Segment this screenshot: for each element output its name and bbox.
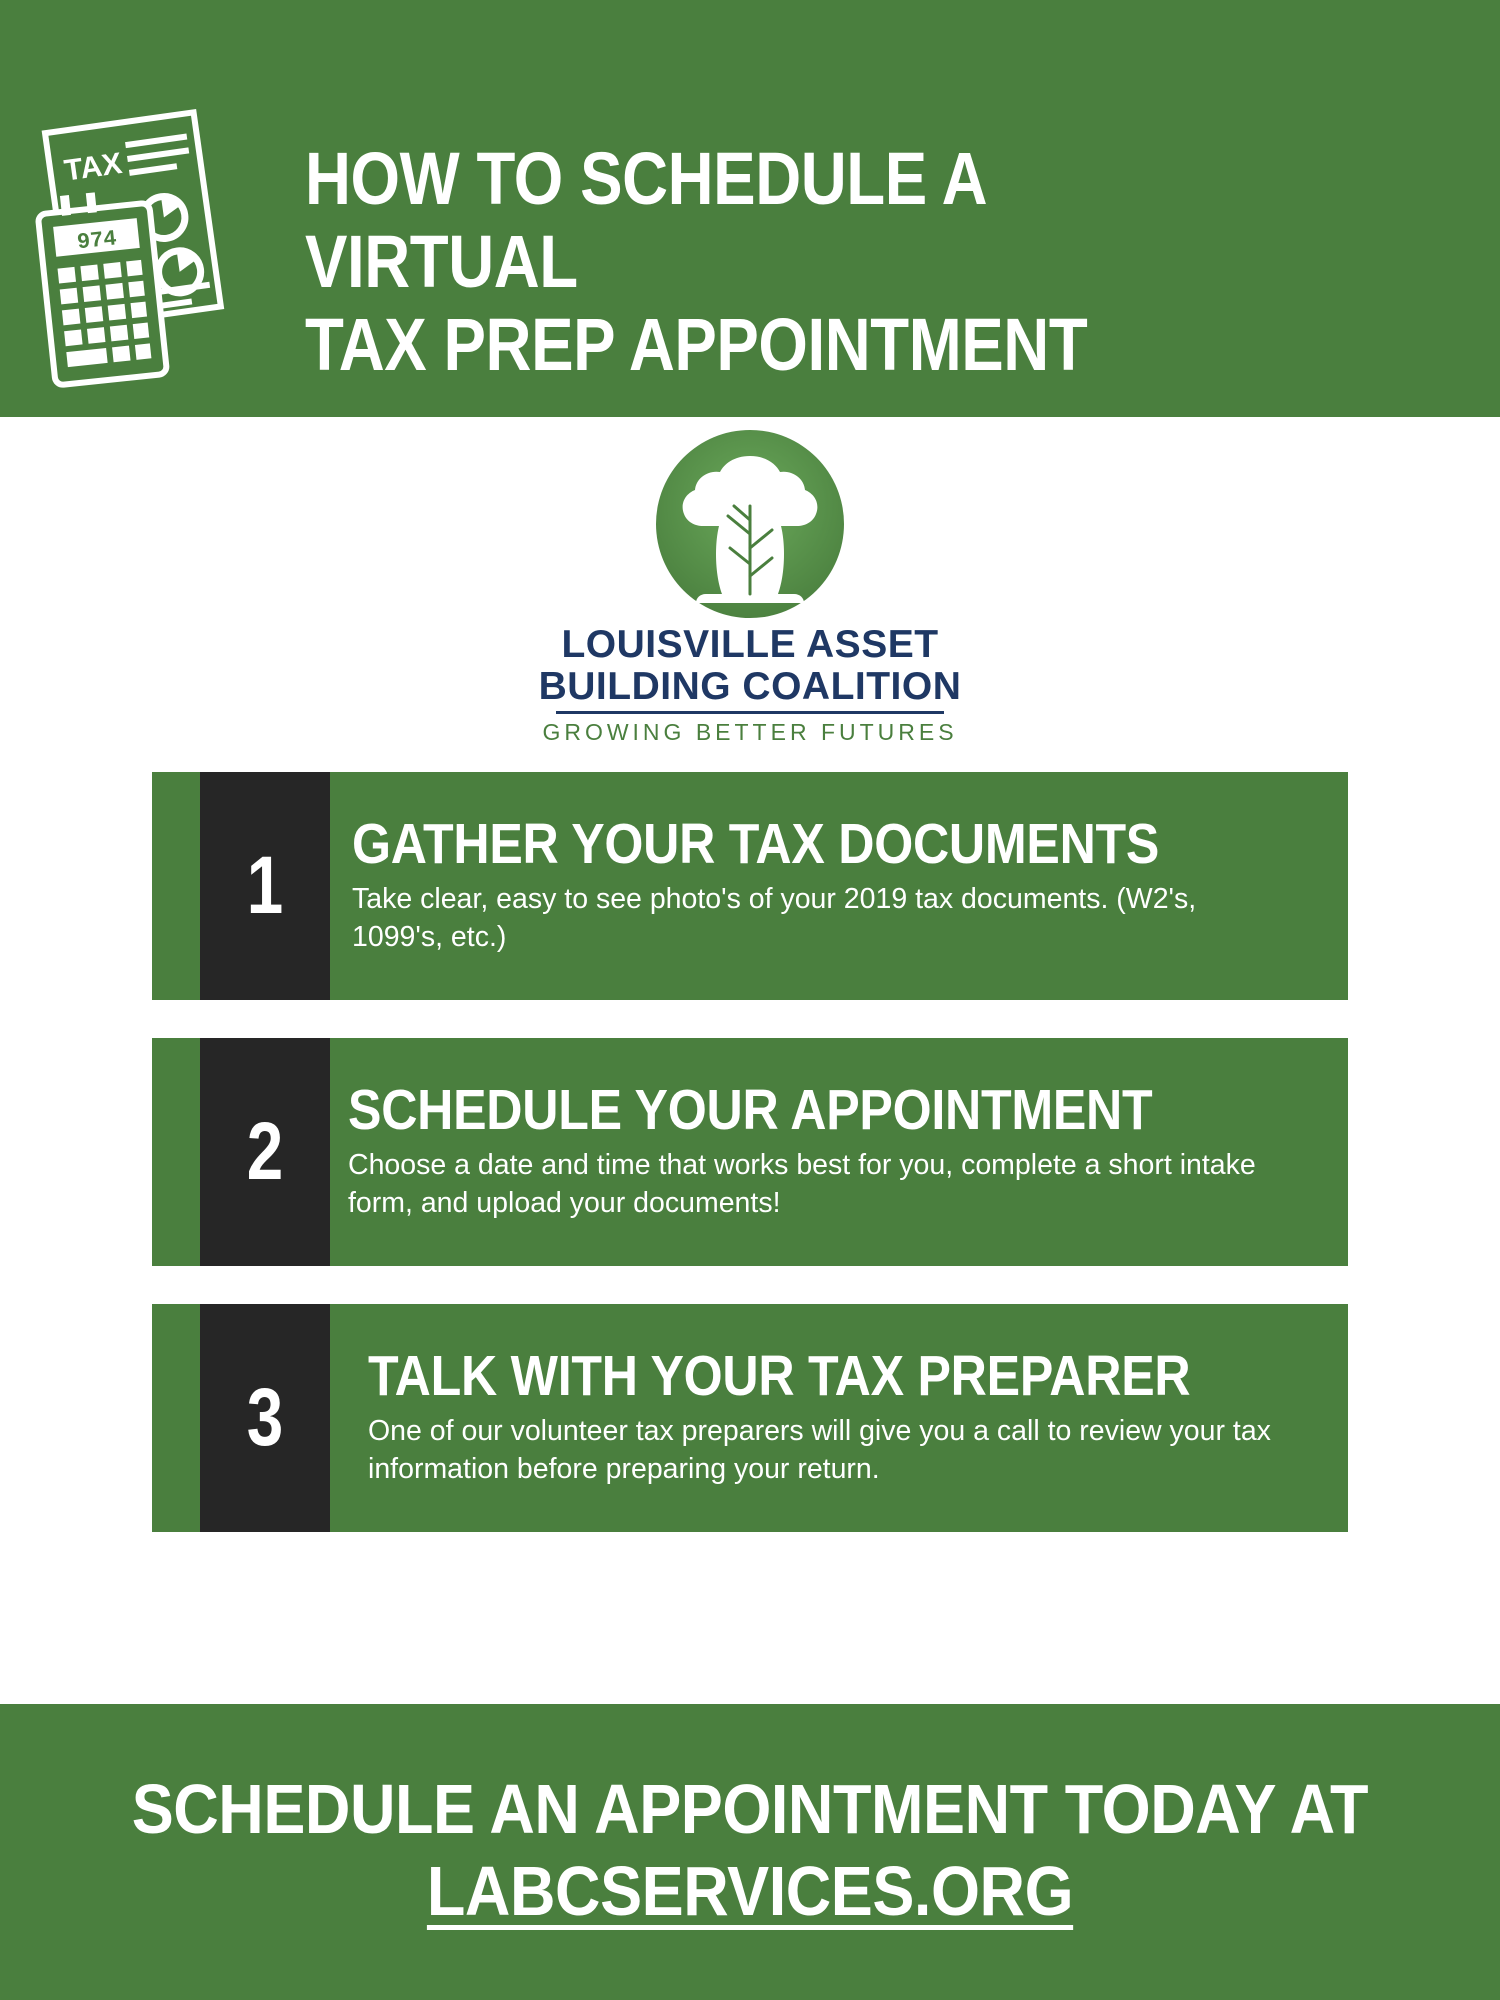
cta-website-link[interactable]: LABCSERVICES.ORG (426, 1851, 1074, 1930)
tax-form-calculator-icon (28, 108, 268, 388)
list-item (152, 1304, 1348, 1532)
step-number-badge (200, 772, 330, 1000)
oak-tree-in-circle-icon (634, 430, 866, 618)
step-number: 1 (246, 840, 284, 931)
logo-name-line-1: LOUISVILLE ASSET (561, 623, 939, 666)
step-number: 2 (246, 1106, 284, 1197)
step-title: TALK WITH YOUR TAX PREPARER (368, 1344, 1191, 1409)
step-description: Take clear, easy to see photo's of your 2019 tax documents. (W2's, 1099's, etc.) (352, 883, 1197, 954)
step-description: One of our volunteer tax preparers will give you a call to review your tax information before preparing your return. (368, 1415, 1271, 1486)
step-number: 3 (246, 1372, 284, 1463)
list-item (152, 1038, 1348, 1266)
steps-list (152, 772, 1348, 1570)
step-description: Choose a date and time that works best for you, complete a short intake form, and upload your documents! (348, 1149, 1256, 1220)
page-title (305, 138, 1208, 387)
header-banner (0, 0, 1500, 417)
step-number-badge (200, 1038, 330, 1266)
page-title-line-1: HOW TO SCHEDULE A VIRTUAL (305, 137, 985, 303)
step-title: GATHER YOUR TAX DOCUMENTS (352, 812, 1160, 877)
svg-text:974: 974 (75, 226, 118, 256)
svg-text:TAX: TAX (62, 146, 125, 188)
list-item (152, 772, 1348, 1000)
cta-text: SCHEDULE AN APPOINTMENT TODAY AT (131, 1770, 1369, 1848)
logo-divider (556, 711, 944, 714)
footer-call-to-action (0, 1704, 1500, 2000)
step-content (348, 1038, 1324, 1266)
step-title: SCHEDULE YOUR APPOINTMENT (348, 1078, 1153, 1143)
logo-tagline: GROWING BETTER FUTURES (542, 719, 958, 746)
organization-logo (0, 430, 1500, 746)
page-title-line-2: TAX PREP APPOINTMENT (305, 302, 1088, 386)
step-content (368, 1304, 1324, 1532)
logo-name-line-2: BUILDING COALITION (538, 665, 962, 709)
step-number-badge (200, 1304, 330, 1532)
step-content (352, 772, 1324, 1000)
